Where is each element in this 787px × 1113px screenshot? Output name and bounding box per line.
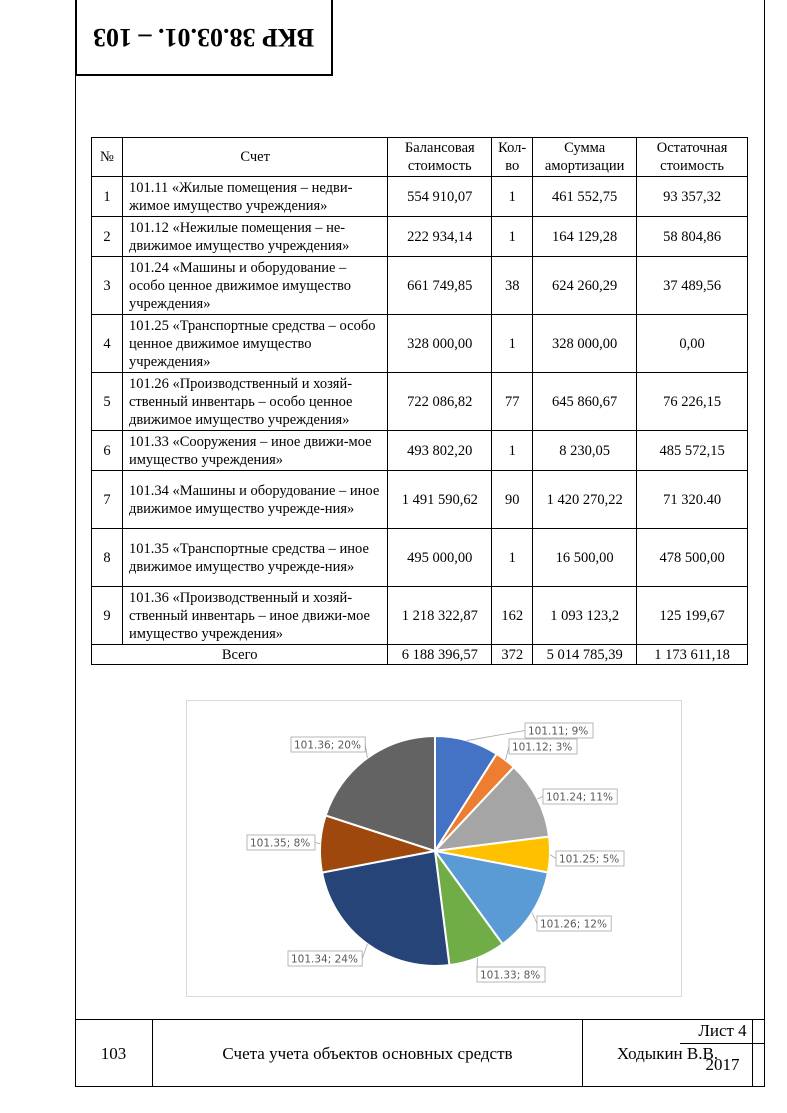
table-header-row [92, 138, 748, 177]
row-number: 6 [92, 431, 123, 471]
total-residual: 1 173 611,18 [637, 645, 748, 665]
row-account: 101.11 «Жилые помещения – недви-жимое имущество учреждения» [122, 177, 387, 217]
data-label-101.34: 101.34; 24% [291, 953, 358, 966]
row-account: 101.35 «Транспортные средства – иное движимое имущество учрежде-ния» [122, 529, 387, 587]
row-number: 3 [92, 257, 123, 315]
row-balance: 222 934,14 [388, 217, 492, 257]
row-amortization: 645 860,67 [533, 373, 637, 431]
total-balance: 6 188 396,57 [388, 645, 492, 665]
data-label-101.11: 101.11; 9% [528, 725, 589, 738]
header-balance: Балансовая стоимость [388, 138, 492, 177]
table-row [92, 529, 748, 587]
sheet-box [680, 1019, 765, 1087]
data-label-101.12: 101.12; 3% [512, 741, 573, 754]
row-account: 101.12 «Нежилые помещения – не-движимое имущество учреждения» [122, 217, 387, 257]
row-residual: 478 500,00 [637, 529, 748, 587]
row-residual: 125 199,67 [637, 587, 748, 645]
row-number: 9 [92, 587, 123, 645]
table-total-row [92, 645, 748, 665]
row-residual: 0,00 [637, 315, 748, 373]
header-account: Счет [122, 138, 387, 177]
row-balance: 1 491 590,62 [388, 471, 492, 529]
row-amortization: 164 129,28 [533, 217, 637, 257]
label-leader-line [505, 747, 509, 761]
footer-title: Счета учета объектов основных средств [153, 1020, 583, 1087]
data-label-101.36: 101.36; 20% [294, 739, 361, 752]
row-account: 101.34 «Машины и оборудование – иное движимое имущество учрежде-ния» [122, 471, 387, 529]
label-leader-line [532, 913, 537, 924]
data-label-101.26: 101.26; 12% [540, 918, 607, 931]
row-balance: 328 000,00 [388, 315, 492, 373]
table-row [92, 471, 748, 529]
row-balance: 1 218 322,87 [388, 587, 492, 645]
header-residual: Остаточная стоимость [637, 138, 748, 177]
row-number: 5 [92, 373, 123, 431]
table-row [92, 257, 748, 315]
row-residual: 485 572,15 [637, 431, 748, 471]
row-qty: 1 [492, 315, 533, 373]
row-residual: 58 804,86 [637, 217, 748, 257]
footer-author: Ходыкин В.В. [583, 1020, 753, 1087]
total-qty: 372 [492, 645, 533, 665]
row-balance: 554 910,07 [388, 177, 492, 217]
row-amortization: 1 420 270,22 [533, 471, 637, 529]
document-code: ВКР 38.03.01. – 103 [93, 23, 315, 52]
fixed-assets-table [91, 137, 748, 665]
total-amortization: 5 014 785,39 [533, 645, 637, 665]
row-qty: 1 [492, 431, 533, 471]
row-amortization: 16 500,00 [533, 529, 637, 587]
table-row [92, 177, 748, 217]
footer-sheet-number: 103 [75, 1020, 153, 1087]
row-residual: 93 357,32 [637, 177, 748, 217]
table-row [92, 587, 748, 645]
row-residual: 76 226,15 [637, 373, 748, 431]
label-leader-line [362, 944, 367, 958]
row-number: 7 [92, 471, 123, 529]
row-account: 101.36 «Производственный и хозяй-ственный инвентарь – иное движи-мое имущество учреждения» [122, 587, 387, 645]
data-label-101.35: 101.35; 8% [250, 837, 311, 850]
row-balance: 495 000,00 [388, 529, 492, 587]
label-leader-line [537, 797, 543, 799]
data-label-101.33: 101.33; 8% [480, 969, 541, 982]
row-account: 101.24 «Машины и оборудование – особо ценное движимое имущество учреждения» [122, 257, 387, 315]
row-amortization: 1 093 123,2 [533, 587, 637, 645]
row-amortization: 328 000,00 [533, 315, 637, 373]
row-number: 8 [92, 529, 123, 587]
data-label-101.25: 101.25; 5% [559, 853, 620, 866]
row-number: 4 [92, 315, 123, 373]
row-amortization: 8 230,05 [533, 431, 637, 471]
pie-chart-svg [187, 701, 681, 996]
footer-year: 2017 [705, 1055, 740, 1074]
row-qty: 1 [492, 529, 533, 587]
sheet-label: Лист 4 [680, 1019, 765, 1044]
row-account: 101.33 «Сооружения – иное движи-мое имущество учреждения» [122, 431, 387, 471]
pie-chart [186, 700, 682, 997]
header-num: № [92, 138, 123, 177]
row-balance: 493 802,20 [388, 431, 492, 471]
table-row [92, 431, 748, 471]
row-qty: 90 [492, 471, 533, 529]
row-residual: 37 489,56 [637, 257, 748, 315]
table-row [92, 315, 748, 373]
data-label-101.24: 101.24; 11% [546, 791, 613, 804]
title-block [75, 1019, 765, 1087]
table-row [92, 373, 748, 431]
row-number: 2 [92, 217, 123, 257]
row-qty: 162 [492, 587, 533, 645]
row-amortization: 624 260,29 [533, 257, 637, 315]
row-qty: 1 [492, 177, 533, 217]
row-qty: 1 [492, 217, 533, 257]
row-number: 1 [92, 177, 123, 217]
header-amortization: Сумма амортизации [533, 138, 637, 177]
row-account: 101.25 «Транспортные средства – особо ценное движимое имущество учреждения» [122, 315, 387, 373]
row-account: 101.26 «Производственный и хозяй-ственный инвентарь – особо ценное движимое имущество учреждения» [122, 373, 387, 431]
row-balance: 722 086,82 [388, 373, 492, 431]
row-qty: 38 [492, 257, 533, 315]
row-residual: 71 320.40 [637, 471, 748, 529]
row-balance: 661 749,85 [388, 257, 492, 315]
total-label: Всего [92, 645, 388, 665]
table-row [92, 217, 748, 257]
row-amortization: 461 552,75 [533, 177, 637, 217]
header-qty: Кол-во [492, 138, 533, 177]
row-qty: 77 [492, 373, 533, 431]
document-code-stamp [75, 0, 333, 76]
